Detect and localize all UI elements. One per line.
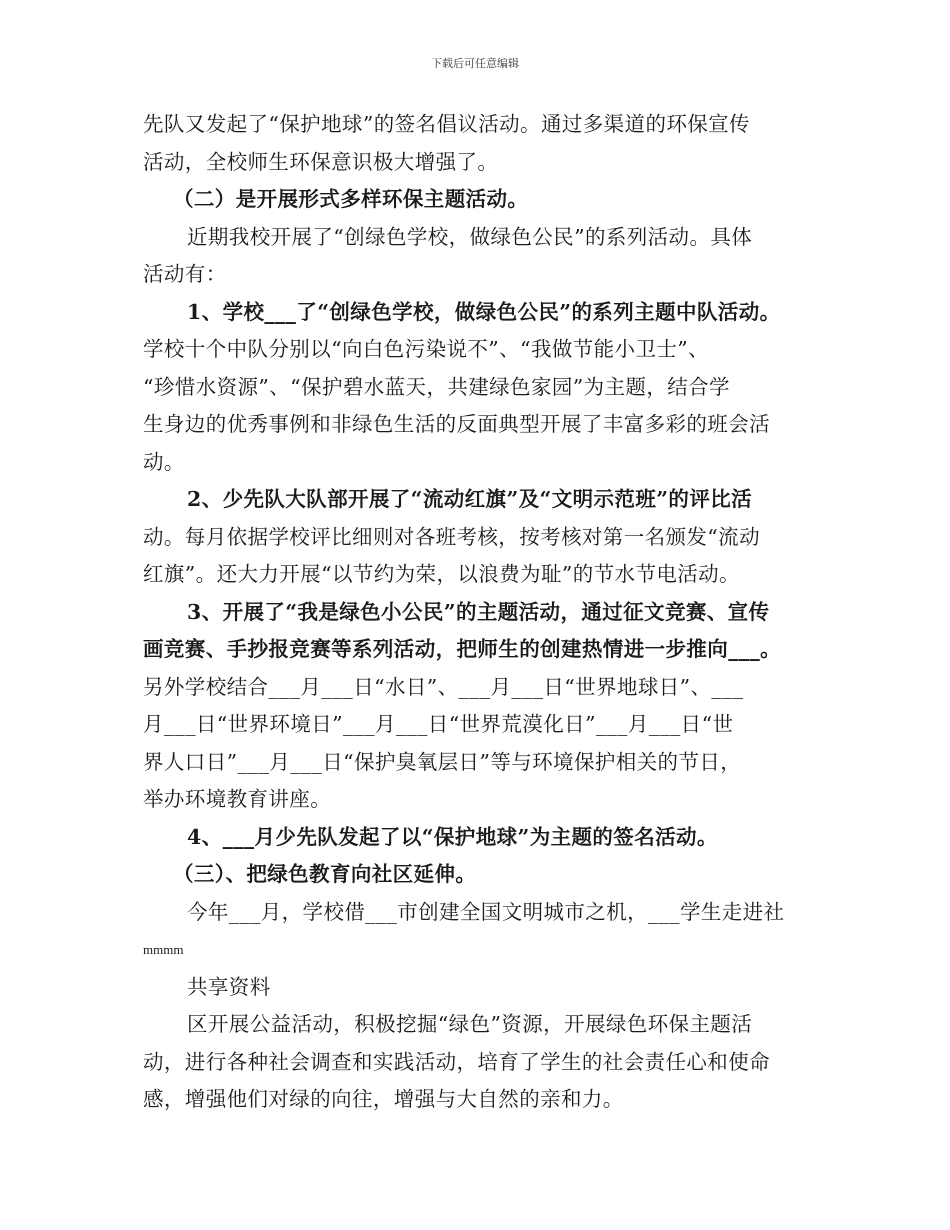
list-item-heading: 4、___月少先队发起了以“保护地球”为主题的签名活动。 (187, 824, 718, 849)
text-line: 区开展公益活动，积极挖掘“绿色”资源，开展绿色环保主题活 (187, 1012, 753, 1036)
text-line: 动，进行各种社会调查和实践活动，培育了学生的社会责任心和使命 (143, 1049, 770, 1074)
text-line: 学校十个中队分别以“向白色污染说不”、“我做节能小卫士”、 (143, 337, 710, 361)
section-heading: （三）、把绿色教育向社区延伸。 (173, 862, 477, 886)
text-line: 红旗”。还大力开展“以节约为荣，以浪费为耻”的节水节电活动。 (143, 562, 740, 586)
text-line: 动。 (143, 449, 185, 474)
text-line: 活动有： (143, 262, 227, 286)
text-line: 生身边的优秀事例和非绿色生活的反面典型开展了丰富多彩的班会活 (143, 412, 770, 436)
text-line: 月___日“世界环境日”___月___日“世界荒漠化日”___月___日“世 (143, 712, 734, 736)
list-item-heading: 3、开展了“我是绿色小公民”的主题活动，通过征文竞赛、宣传 (187, 599, 770, 624)
section-heading: （二）是开展形式多样环保主题活动。 (173, 187, 529, 211)
page-header: 下载后可任意编辑 (431, 57, 519, 70)
text-line: 另外学校结合___月___日“水日”、___月___日“世界地球日”、___ (143, 674, 744, 699)
text-line: 动。每月依据学校评比细则对各班考核，按考核对第一名颁发“流动 (143, 524, 760, 549)
text-line: “珍惜水资源”、“保护碧水蓝天，共建绿色家园”为主题，结合学 (143, 374, 730, 399)
text-line: 今年___月，学校借___市创建全国文明城市之机，___学生走进社 (187, 899, 785, 924)
shared-label: 共享资料 (187, 974, 271, 999)
document-body (143, 106, 823, 1119)
text-line: 先队又发起了“保护地球”的签名倡议活动。通过多渠道的环保宣传 (143, 112, 750, 136)
text-line: 活动，全校师生环保意识极大增强了。 (143, 149, 499, 174)
list-item-heading: 1、学校___了“创绿色学校，做绿色公民”的系列主题中队活动。 (187, 299, 781, 324)
stray-mark: mmmm (143, 942, 184, 957)
text-line: 感，增强他们对绿的向往，增强与大自然的亲和力。 (143, 1087, 624, 1111)
text-line: 近期我校开展了“创绿色学校，做绿色公民”的系列活动。具体 (187, 224, 753, 249)
text-line: 界人口日”___月___日“保护臭氧层日”等与环境保护相关的节日， (143, 749, 742, 774)
text-line: 举办环境教育讲座。 (143, 787, 332, 811)
text-line: 画竞赛、手抄报竞赛等系列活动，把师生的创建热情进一步推向___。 (143, 637, 782, 661)
list-item-heading: 2、少先队大队部开展了“流动红旗”及“文明示范班”的评比活 (187, 487, 753, 511)
